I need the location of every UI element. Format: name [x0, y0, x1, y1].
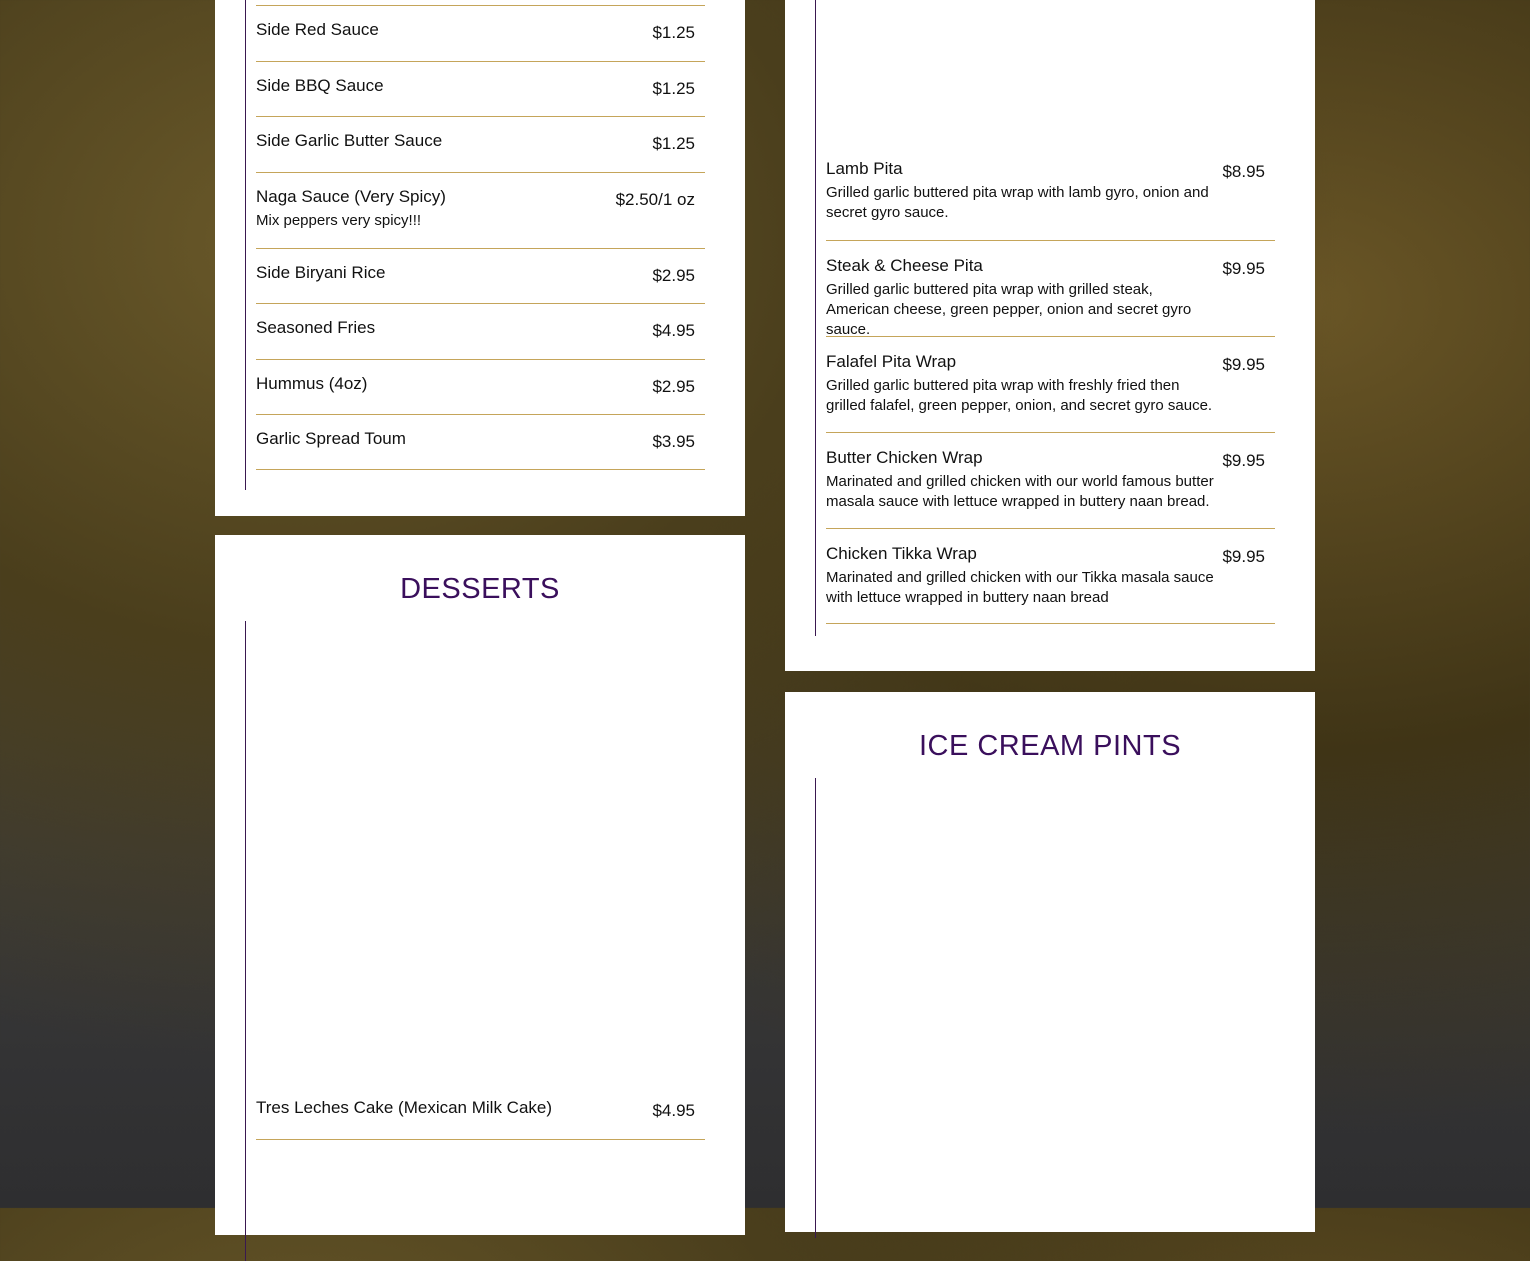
- divider: [245, 0, 246, 490]
- item-name: Butter Chicken Wrap: [826, 448, 983, 467]
- desserts-card: [215, 535, 745, 1235]
- desserts-list: [256, 1084, 705, 1140]
- item-name: Falafel Pita Wrap: [826, 352, 957, 371]
- item-name: Side Biryani Rice: [256, 262, 386, 282]
- item-price: $9.95: [1222, 547, 1265, 566]
- item-name: Hummus (4oz): [256, 373, 368, 393]
- item-price: $2.50/1 oz: [615, 189, 695, 209]
- desserts-title: DESSERTS: [400, 573, 560, 605]
- item-price: $2.95: [652, 265, 695, 285]
- item-description: Grilled garlic buttered pita wrap with freshly fried then grilled falafel, green pepper, onion, and secret gyro sauce.: [826, 377, 1213, 414]
- menu-item: [256, 1084, 705, 1140]
- menu-item: [256, 248, 705, 304]
- item-price: $3.95: [652, 432, 695, 451]
- menu-item: [256, 5, 705, 61]
- menu-item: [256, 61, 705, 117]
- item-name: Side BBQ Sauce: [256, 75, 384, 95]
- item-name: Side Red Sauce: [256, 20, 379, 39]
- sides-list: [256, 5, 705, 470]
- item-price: $9.95: [1222, 259, 1265, 278]
- item-description: Marinated and grilled chicken with our Tikka masala sauce with lettuce wrapped in buttery naan bread: [826, 569, 1214, 606]
- menu-item: [256, 172, 705, 248]
- item-price: $1.25: [652, 78, 695, 98]
- menu-item: [256, 414, 705, 470]
- item-price: $9.95: [1222, 355, 1265, 374]
- item-name: Garlic Spread Toum: [256, 429, 406, 448]
- item-description: Mix peppers very spicy!!!: [256, 211, 422, 229]
- menu-item: [826, 240, 1275, 336]
- item-name: Chicken Tikka Wrap: [826, 544, 977, 563]
- item-price: $2.95: [652, 376, 695, 396]
- menu-item: [256, 359, 705, 415]
- item-price: $1.25: [652, 134, 695, 153]
- item-price: $8.95: [1222, 162, 1265, 181]
- item-name: Lamb Pita: [826, 159, 903, 178]
- item-description: Marinated and grilled chicken with our world famous butter masala sauce with lettuce wrapped in buttery naan bread.: [826, 473, 1214, 510]
- divider: [245, 621, 246, 1261]
- menu-item: [826, 528, 1275, 624]
- item-price: $1.25: [652, 23, 695, 42]
- divider: [815, 778, 816, 1238]
- item-name: Tres Leches Cake (Mexican Milk Cake): [256, 1098, 553, 1117]
- wraps-list: [826, 144, 1275, 624]
- item-price: $4.95: [652, 1101, 695, 1120]
- menu-item: [256, 116, 705, 172]
- menu-item: [826, 144, 1275, 240]
- ice-cream-card: [785, 692, 1315, 1232]
- item-price: $9.95: [1222, 451, 1265, 470]
- wraps-card: [785, 0, 1315, 671]
- item-name: Steak & Cheese Pita: [826, 256, 983, 275]
- divider: [815, 0, 816, 636]
- item-name: Seasoned Fries: [256, 318, 376, 337]
- menu-item: [256, 303, 705, 359]
- item-name: Naga Sauce (Very Spicy): [256, 186, 446, 206]
- item-name: Side Garlic Butter Sauce: [256, 131, 443, 150]
- menu-item: [826, 336, 1275, 432]
- menu-item: [826, 432, 1275, 528]
- ice-cream-title: ICE CREAM PINTS: [918, 730, 1182, 762]
- sides-card: [215, 0, 745, 516]
- item-description: Grilled garlic buttered pita wrap with grilled steak, American cheese, green pepper, onion and secret gyro sauce.: [826, 281, 1192, 338]
- item-price: $4.95: [652, 321, 695, 340]
- item-description: Grilled garlic buttered pita wrap with lamb gyro, onion and secret gyro sauce.: [826, 184, 1209, 221]
